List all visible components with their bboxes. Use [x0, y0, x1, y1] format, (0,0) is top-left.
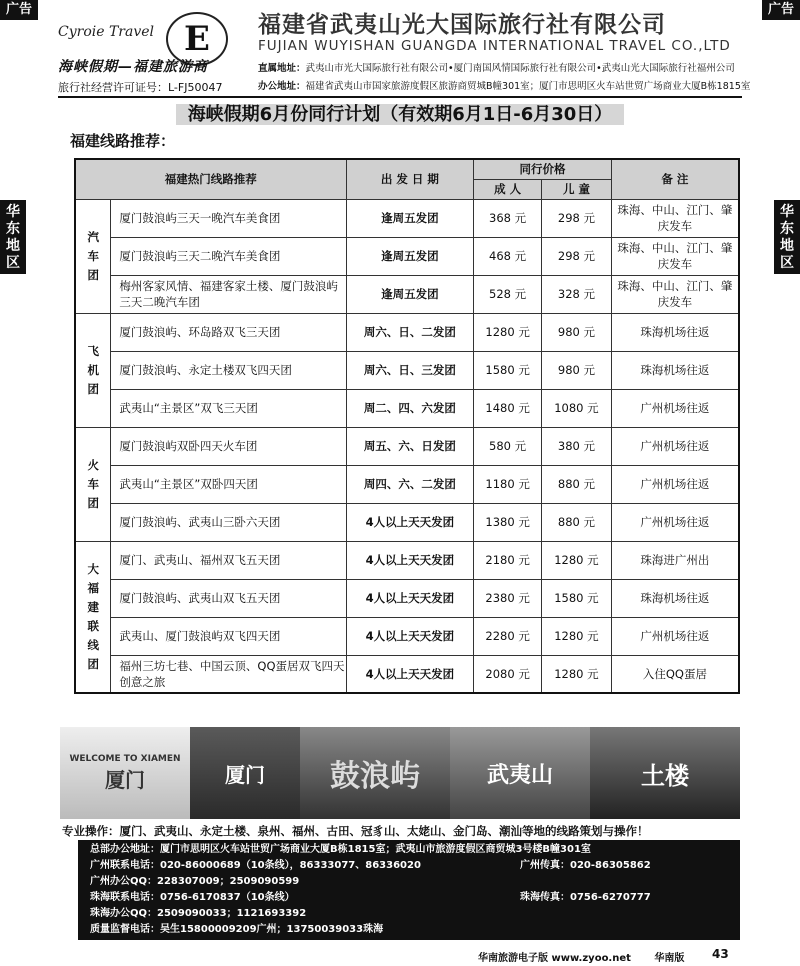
- note-cell: 广州机场往返: [611, 389, 739, 427]
- guangzhou-contact-line: [90, 858, 728, 874]
- category-char: 汽: [87, 229, 99, 244]
- table-row: [75, 199, 739, 237]
- route-cell: 武夷山、厦门鼓浪屿双飞四天团: [111, 617, 346, 655]
- side-tab-left: [0, 200, 26, 274]
- category-char: 团: [87, 495, 99, 510]
- tour-table-body: [75, 199, 739, 693]
- header-child: 儿 童: [542, 179, 612, 199]
- child-price-cell: 980 元: [542, 351, 612, 389]
- category-char: 车: [87, 476, 99, 491]
- category-char: 联: [87, 618, 99, 633]
- hq-address: 总部办公地址：厦门市思明区火车站世贸广场商业大厦B栋1815室；武夷山市旅游度假区商贸城3号楼B幢301室: [90, 844, 591, 855]
- table-row: [75, 541, 739, 579]
- table-row: [75, 655, 739, 693]
- category-char: 建: [87, 599, 99, 614]
- note-cell: 珠海、中山、江门、肇庆发车: [611, 237, 739, 275]
- contact-panel: [78, 840, 740, 940]
- banner-xiamen: [60, 727, 190, 819]
- table-row: [75, 503, 739, 541]
- note-cell: 入住QQ蛋居: [611, 655, 739, 693]
- route-cell: 厦门鼓浪屿三天一晚汽车美食团: [111, 199, 346, 237]
- route-cell: 福州三坊七巷、中国云顶、QQ蛋居双飞四天创意之旅: [111, 655, 346, 693]
- child-price-cell: 1280 元: [542, 655, 612, 693]
- child-price-cell: 1080 元: [542, 389, 612, 427]
- date-cell: 4人以上天天发团: [346, 541, 474, 579]
- adult-price-cell: 2080 元: [474, 655, 542, 693]
- note-cell: 珠海、中山、江门、肇庆发车: [611, 199, 739, 237]
- adult-price-cell: 2380 元: [474, 579, 542, 617]
- ad-label-left: 广告: [0, 0, 38, 20]
- plan-title-text: 海峡假期6月份同行计划（有效期6月1日-6月30日）: [176, 104, 625, 125]
- date-cell: 周五、六、日发团: [346, 427, 474, 465]
- table-row: [75, 579, 739, 617]
- adult-price-cell: 1280 元: [474, 313, 542, 351]
- section-subtitle: 福建线路推荐：: [70, 132, 176, 150]
- side-tab-left-char: 东: [6, 221, 20, 237]
- adult-price-cell: 1480 元: [474, 389, 542, 427]
- child-price-cell: 298 元: [542, 199, 612, 237]
- side-tab-right-char: 地: [780, 238, 794, 254]
- table-row: [75, 351, 739, 389]
- table-row: [75, 237, 739, 275]
- child-price-cell: 1280 元: [542, 541, 612, 579]
- table-row: [75, 313, 739, 351]
- route-cell: 厦门鼓浪屿、武夷山双飞五天团: [111, 579, 346, 617]
- adult-price-cell: 2180 元: [474, 541, 542, 579]
- adult-price-cell: 1580 元: [474, 351, 542, 389]
- guangzhou-qq: 广州办公QQ：228307009；2509090599: [90, 876, 300, 887]
- table-row: [75, 275, 739, 313]
- route-cell: 厦门鼓浪屿双卧四天火车团: [111, 427, 346, 465]
- table-row: [75, 389, 739, 427]
- zhuhai-phone: 珠海联系电话：0756-6170837（10条线）: [90, 892, 295, 903]
- office-address: [258, 78, 750, 92]
- banner-tulou: 土楼: [590, 727, 740, 819]
- header-divider: [58, 96, 742, 98]
- route-cell: 厦门鼓浪屿、永定土楼双飞四天团: [111, 351, 346, 389]
- banner-xiamen-cn: 厦门: [105, 767, 145, 792]
- header-note: 备 注: [611, 159, 739, 199]
- note-cell: 珠海进广州出: [611, 541, 739, 579]
- specialty-statement: 专业操作：厦门、武夷山、永定土楼、泉州、福州、古田、冠豸山、太姥山、金门岛、潮汕等地的线路策划与操作！: [62, 824, 649, 838]
- adult-price-cell: 528 元: [474, 275, 542, 313]
- date-cell: 4人以上天天发团: [346, 617, 474, 655]
- date-cell: 4人以上天天发团: [346, 655, 474, 693]
- note-cell: 珠海、中山、江门、肇庆发车: [611, 275, 739, 313]
- side-tab-right-char: 区: [780, 255, 794, 271]
- note-cell: 珠海机场往返: [611, 579, 739, 617]
- route-cell: 厦门鼓浪屿、环岛路双飞三天团: [111, 313, 346, 351]
- category-char: 福: [87, 580, 99, 595]
- category-char: 大: [87, 561, 99, 576]
- company-name-en: FUJIAN WUYISHAN GUANGDA INTERNATIONAL TRAVEL CO.,LTD: [258, 38, 731, 54]
- table-row: [75, 465, 739, 503]
- side-tab-right: [774, 200, 800, 274]
- side-tab-left-char: 区: [6, 255, 20, 271]
- category-cell: [75, 313, 111, 427]
- tour-price-table: [74, 158, 740, 694]
- category-char: 线: [87, 637, 99, 652]
- route-cell: 梅州客家风情、福建客家土楼、厦门鼓浪屿三天二晚汽车团: [111, 275, 346, 313]
- category-char: 飞: [87, 343, 99, 358]
- adult-price-cell: 468 元: [474, 237, 542, 275]
- side-tab-left-char: 华: [6, 204, 20, 220]
- date-cell: 逢周五发团: [346, 237, 474, 275]
- header-route: 福建热门线路推荐: [75, 159, 346, 199]
- company-name-cn: 福建省武夷山光大国际旅行社有限公司: [258, 12, 666, 38]
- table-row: [75, 427, 739, 465]
- guangzhou-fax: 广州传真：020-86305862: [520, 860, 651, 871]
- banner-wuyishan: 武夷山: [450, 727, 590, 819]
- category-char: 车: [87, 248, 99, 263]
- child-price-cell: 328 元: [542, 275, 612, 313]
- plan-title: [0, 100, 800, 126]
- company-logo: [58, 8, 238, 84]
- logo-slogan: 海峡假期—福建旅游商: [58, 59, 208, 75]
- office-address-label: 办公地址：: [258, 81, 306, 92]
- side-tab-left-char: 地: [6, 238, 20, 254]
- category-cell: [75, 541, 111, 693]
- category-char: 机: [87, 362, 99, 377]
- category-cell: [75, 427, 111, 541]
- destination-banner: [60, 727, 740, 819]
- route-cell: 武夷山“主景区”双卧四天团: [111, 465, 346, 503]
- date-cell: 4人以上天天发团: [346, 579, 474, 617]
- route-cell: 厦门鼓浪屿、武夷山三卧六天团: [111, 503, 346, 541]
- child-price-cell: 1280 元: [542, 617, 612, 655]
- adult-price-cell: 2280 元: [474, 617, 542, 655]
- guangzhou-phone: 广州联系电话：020-86000689（10条线），86333077、86336020: [90, 860, 421, 871]
- note-cell: 广州机场往返: [611, 503, 739, 541]
- date-cell: 逢周五发团: [346, 275, 474, 313]
- child-price-cell: 380 元: [542, 427, 612, 465]
- banner-gulangyu: 鼓浪屿: [300, 727, 450, 819]
- logo-emblem-letter: E: [184, 19, 210, 59]
- date-cell: 周六、日、三发团: [346, 351, 474, 389]
- footer-site-text: 华南旅游电子版 www.zyoo.net: [478, 953, 631, 964]
- footer-site: [478, 949, 684, 964]
- adult-price-cell: 580 元: [474, 427, 542, 465]
- direct-address-text: 武夷山市光大国际旅行社有限公司•厦门南国风情国际旅行社有限公司•武夷山光大国际旅行社福州公司: [305, 63, 735, 74]
- table-row: [75, 617, 739, 655]
- route-cell: 厦门鼓浪屿三天二晚汽车美食团: [111, 237, 346, 275]
- direct-address: [258, 60, 735, 74]
- note-cell: 广州机场往返: [611, 465, 739, 503]
- adult-price-cell: 1380 元: [474, 503, 542, 541]
- category-char: 团: [87, 656, 99, 671]
- category-char: 团: [87, 267, 99, 282]
- child-price-cell: 1580 元: [542, 579, 612, 617]
- date-cell: 逢周五发团: [346, 199, 474, 237]
- logo-script-text: Cyroie Travel: [58, 24, 155, 40]
- note-cell: 珠海机场往返: [611, 313, 739, 351]
- header-date: 出 发 日 期: [346, 159, 474, 199]
- date-cell: 周四、六、二发团: [346, 465, 474, 503]
- category-cell: [75, 199, 111, 313]
- license-number: 旅行社经营许可证号：L-FJ50047: [58, 81, 223, 94]
- side-tab-right-char: 华: [780, 204, 794, 220]
- category-char: 团: [87, 381, 99, 396]
- date-cell: 周六、日、二发团: [346, 313, 474, 351]
- date-cell: 周二、四、六发团: [346, 389, 474, 427]
- zhuhai-fax: 珠海传真：0756-6270777: [520, 892, 651, 903]
- adult-price-cell: 368 元: [474, 199, 542, 237]
- zhuhai-contact-line: [90, 890, 728, 906]
- note-cell: 广州机场往返: [611, 427, 739, 465]
- header-price: 同行价格: [474, 159, 612, 179]
- child-price-cell: 880 元: [542, 503, 612, 541]
- banner-xiamen-en: WELCOME TO XIAMEN: [69, 753, 181, 764]
- child-price-cell: 880 元: [542, 465, 612, 503]
- ad-label-right: 广告: [762, 0, 800, 20]
- category-char: 火: [87, 457, 99, 472]
- side-tab-right-char: 东: [780, 221, 794, 237]
- page-number: 43: [712, 947, 729, 961]
- quality-hotline: 质量监督电话：吴生15800009209广州；13750039033珠海: [90, 924, 384, 935]
- footer-page-label: 华南版: [654, 953, 685, 964]
- office-address-text: 福建省武夷山市国家旅游度假区旅游商贸城B幢301室；厦门市思明区火车站世贸广场商业大厦B栋1815室: [305, 81, 751, 92]
- route-cell: 武夷山“主景区”双飞三天团: [111, 389, 346, 427]
- banner-xiamen-pass: 厦门: [190, 727, 300, 819]
- route-cell: 厦门、武夷山、福州双飞五天团: [111, 541, 346, 579]
- child-price-cell: 980 元: [542, 313, 612, 351]
- zhuhai-qq: 珠海办公QQ：2509090033；1121693392: [90, 908, 307, 919]
- child-price-cell: 298 元: [542, 237, 612, 275]
- adult-price-cell: 1180 元: [474, 465, 542, 503]
- note-cell: 珠海机场往返: [611, 351, 739, 389]
- direct-address-label: 直属地址：: [258, 63, 306, 74]
- header-adult: 成 人: [474, 179, 542, 199]
- date-cell: 4人以上天天发团: [346, 503, 474, 541]
- note-cell: 广州机场往返: [611, 617, 739, 655]
